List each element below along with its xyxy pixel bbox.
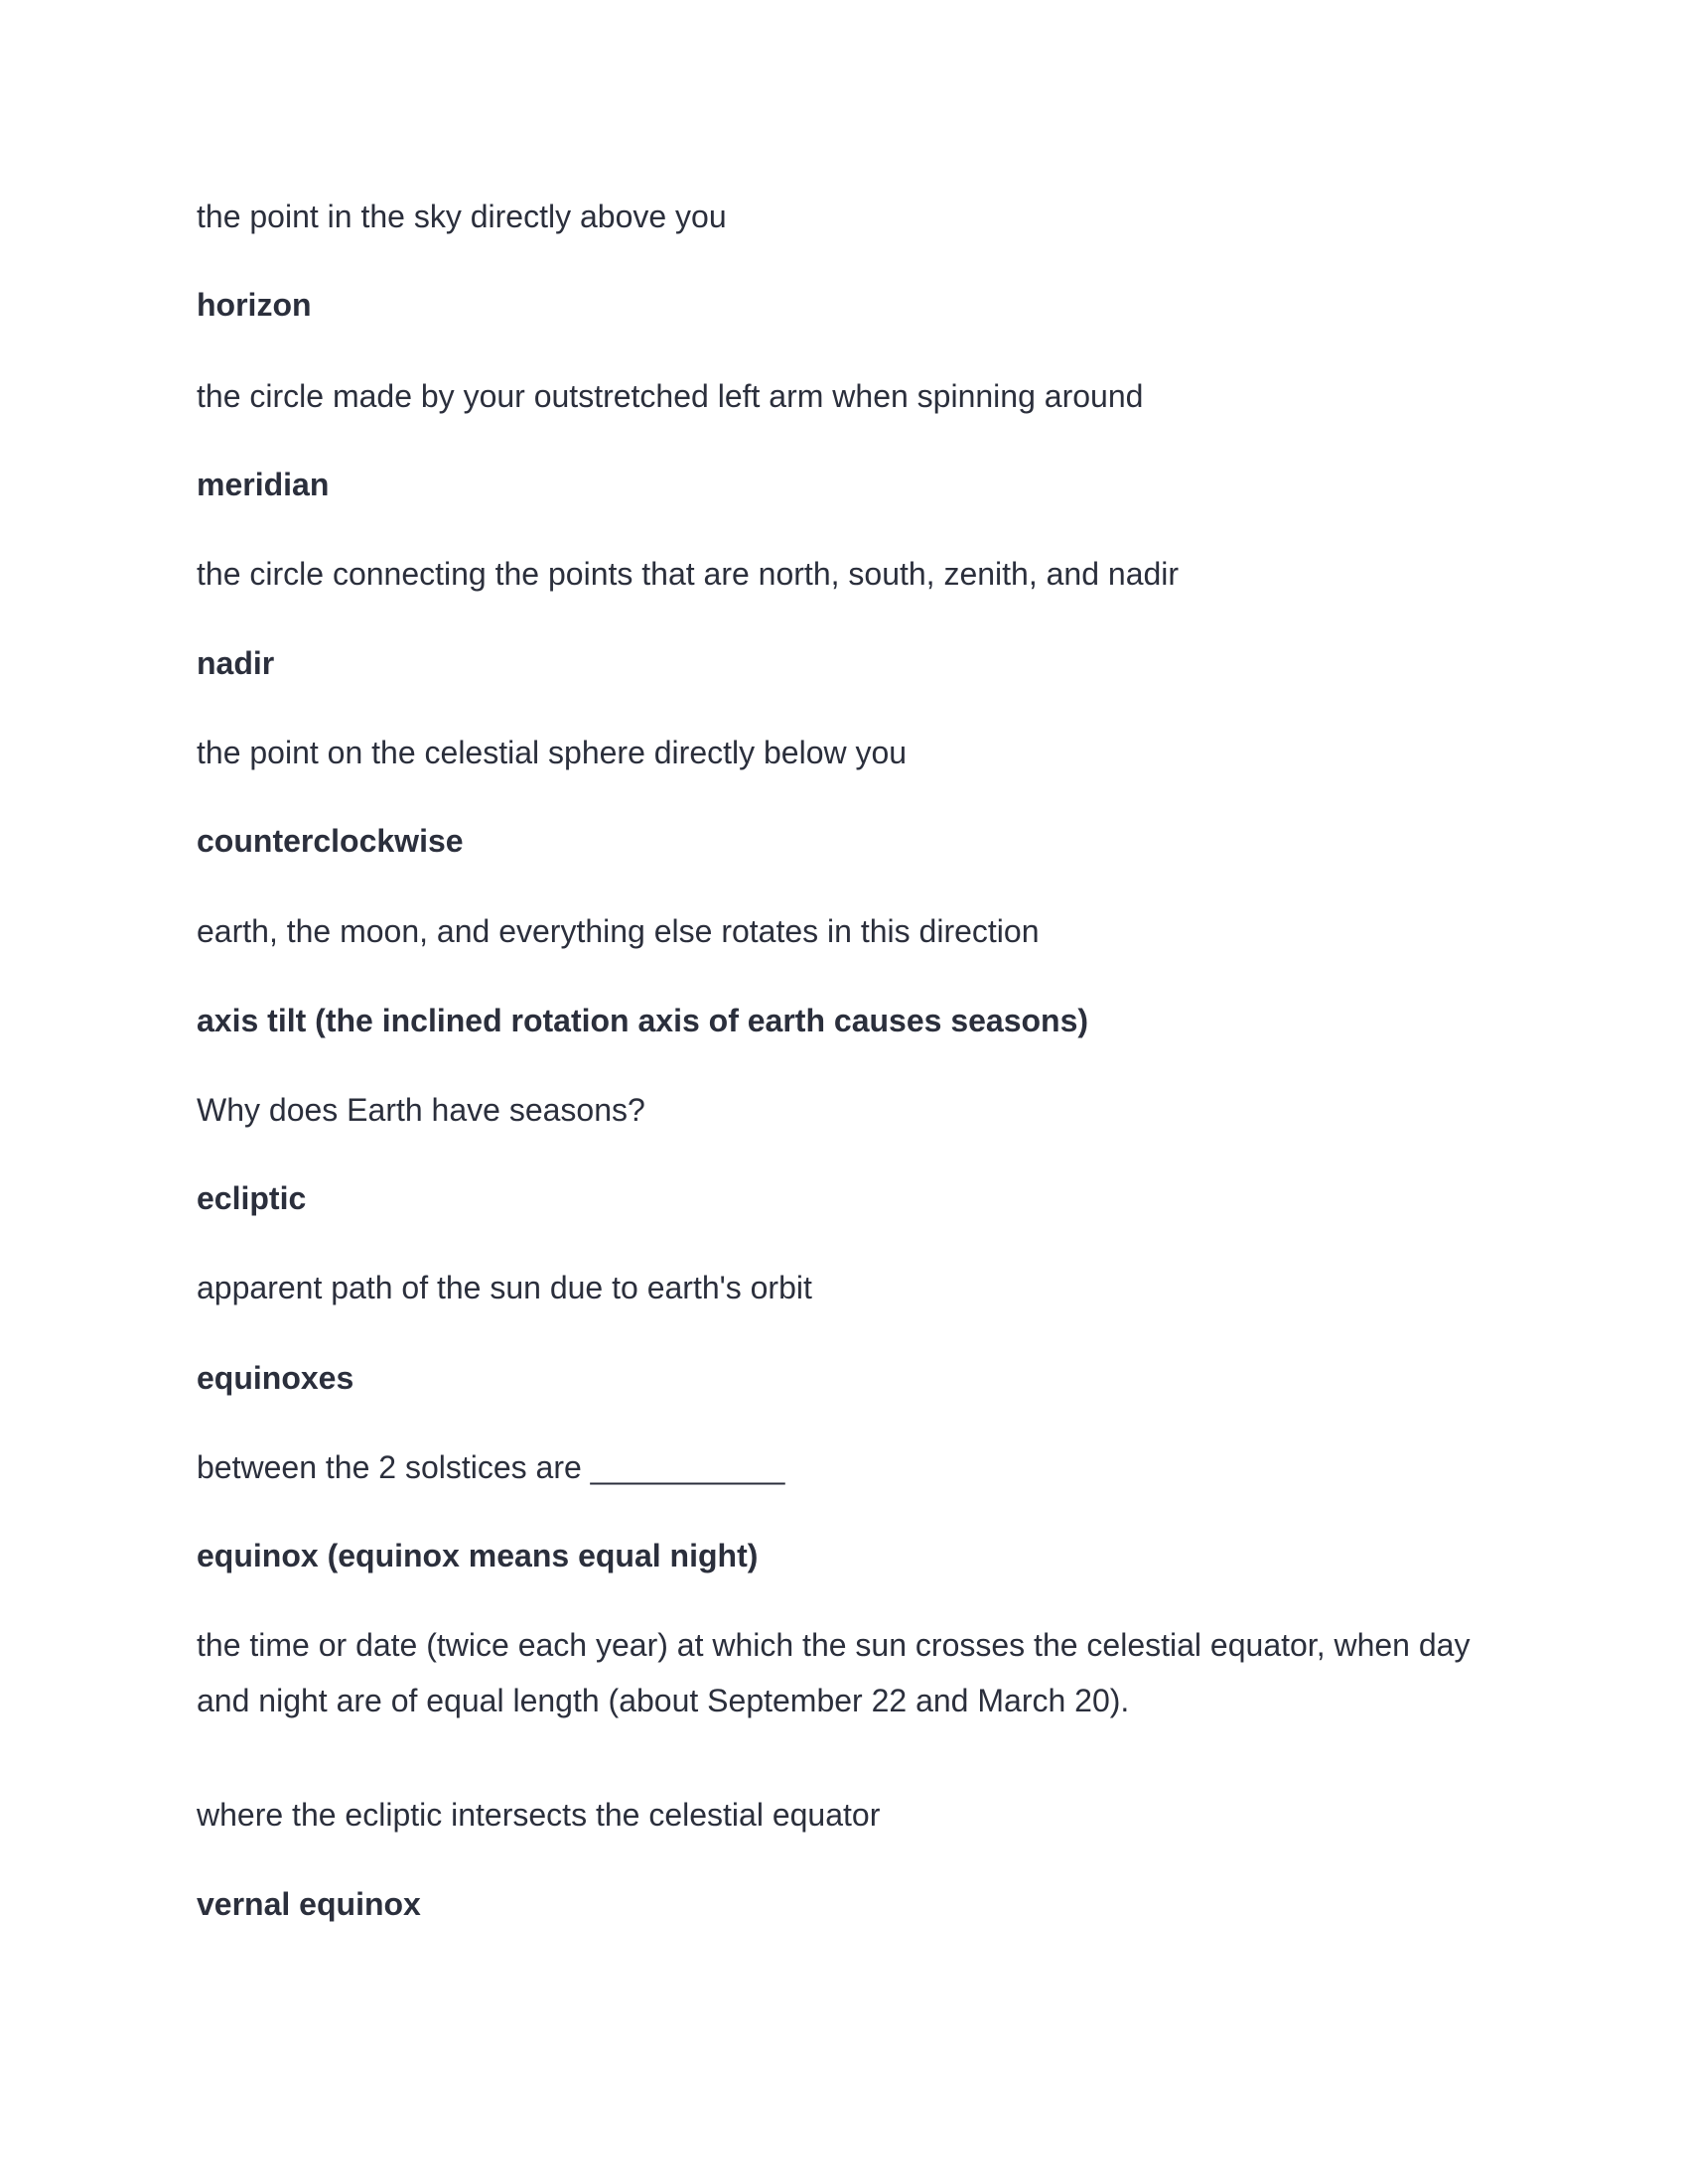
definition-text: the circle made by your outstretched left arm when spinning around xyxy=(197,378,1144,414)
definition-text: Why does Earth have seasons? xyxy=(197,1092,645,1128)
definition-text: apparent path of the sun due to earth's orbit xyxy=(197,1270,812,1305)
definition-text: earth, the moon, and everything else rotates in this direction xyxy=(197,913,1040,949)
definition-text: the point in the sky directly above you xyxy=(197,199,727,234)
definition-text: where the ecliptic intersects the celestial equator xyxy=(197,1797,881,1833)
definition-text: between the 2 solstices are ___________ xyxy=(197,1449,785,1485)
term-heading: equinox (equinox means equal night) xyxy=(197,1538,759,1573)
term-heading: counterclockwise xyxy=(197,823,464,859)
definition-text: the time or date (twice each year) at which the sun crosses the celestial equator, when day and night are of equal length (about September 22 and March 20). xyxy=(197,1627,1471,1718)
term-heading: meridian xyxy=(197,467,330,502)
term-heading: axis tilt (the inclined rotation axis of earth causes seasons) xyxy=(197,1003,1089,1038)
term-heading: vernal equinox xyxy=(197,1886,421,1922)
term-heading: nadir xyxy=(197,645,275,681)
definition-text: the circle connecting the points that are north, south, zenith, and nadir xyxy=(197,556,1180,592)
definition-text: the point on the celestial sphere directly below you xyxy=(197,735,908,770)
term-heading: horizon xyxy=(197,287,312,323)
term-heading: equinoxes xyxy=(197,1360,354,1396)
term-heading: ecliptic xyxy=(197,1180,307,1216)
